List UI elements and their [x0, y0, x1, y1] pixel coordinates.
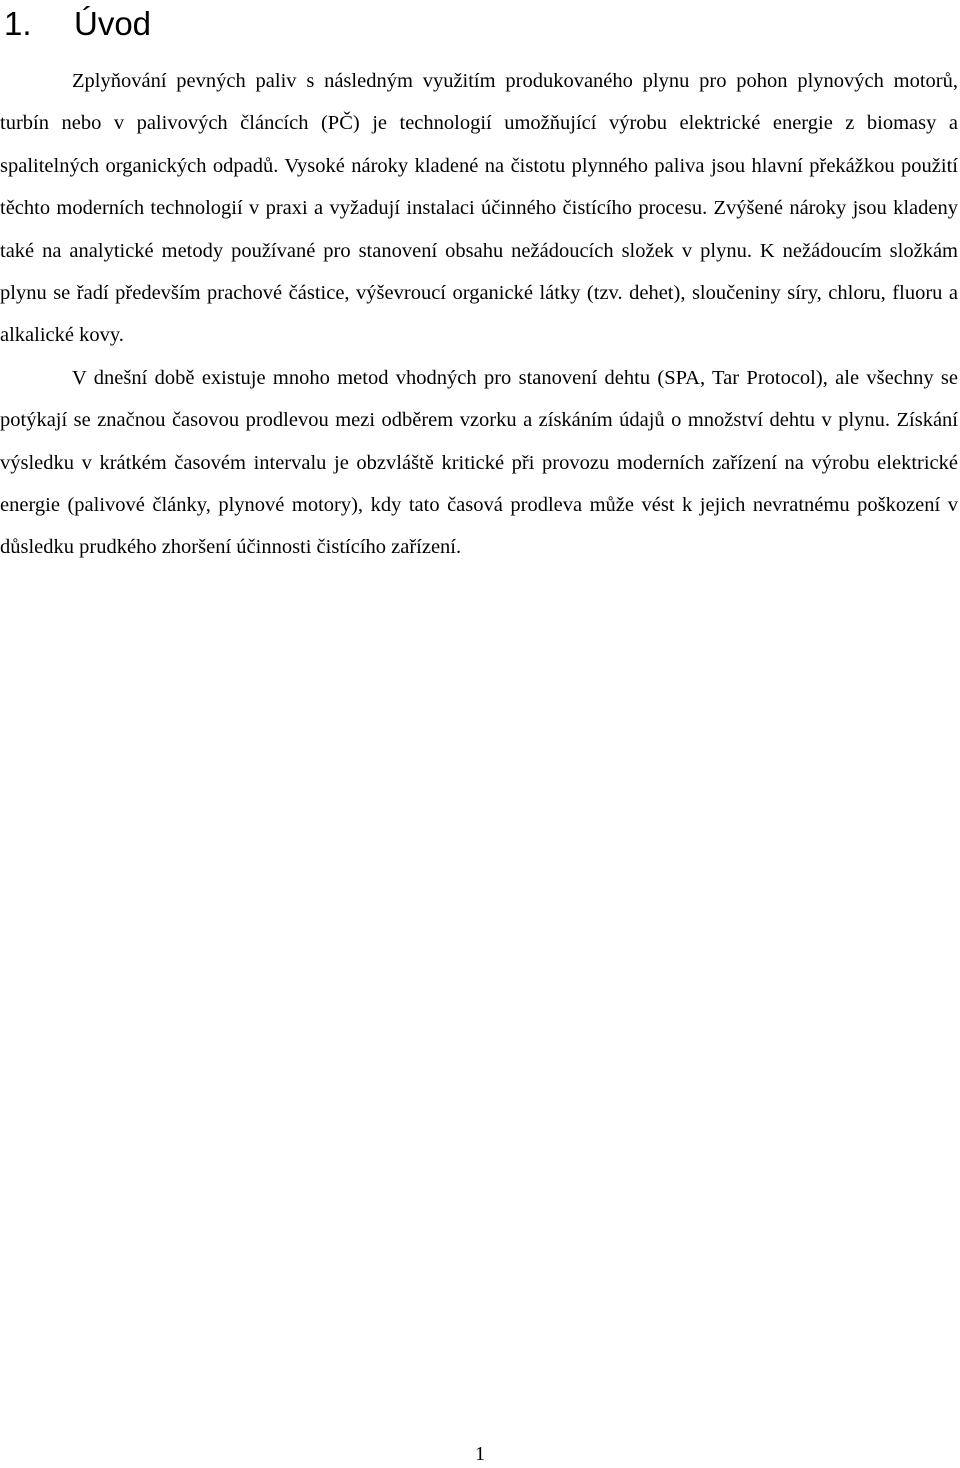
- paragraph-2: V dnešní době existuje mnoho metod vhodných pro stanovení dehtu (SPA, Tar Protocol), ale všechny se potýkají se značnou časovou prodlevou mezi odběrem vzorku a získáním údajů o množství dehtu v plynu. Získání výsledku v krátkém časovém intervalu je obzvláště kritické při provozu moderních zařízení na výrobu elektrické energie (palivové články, plynové motory), kdy tato časová prodleva může vést k jejich nevratnému poškození v důsledku prudkého zhoršení účinnosti čistícího zařízení.: [0, 366, 958, 559]
- section-title: Úvod: [74, 5, 152, 42]
- paragraph-1: Zplyňování pevných paliv s následným využitím produkovaného plynu pro pohon plynových motorů, turbín nebo v palivových článcích (PČ) je technologií umožňující výrobu elektrické energie z biomasy a spalitelných organických odpadů. Vysoké nároky kladené na čistotu plynného paliva jsou hlavní překážkou použití těchto moderních technologií v praxi a vyžadují instalaci účinného čistícího procesu. Zvýšené nároky jsou kladeny také na analytické metody používané pro stanovení obsahu nežádoucích složek v plynu. K nežádoucím složkám plynu se řadí především prachové částice, výševroucí organické látky (tzv. dehet), sloučeniny síry, chloru, fluoru a alkalické kovy.: [0, 70, 958, 347]
- section-heading: [4, 2, 151, 46]
- body-text: [0, 60, 958, 569]
- section-number: 1.: [4, 5, 32, 42]
- page-number: 1: [475, 1443, 485, 1465]
